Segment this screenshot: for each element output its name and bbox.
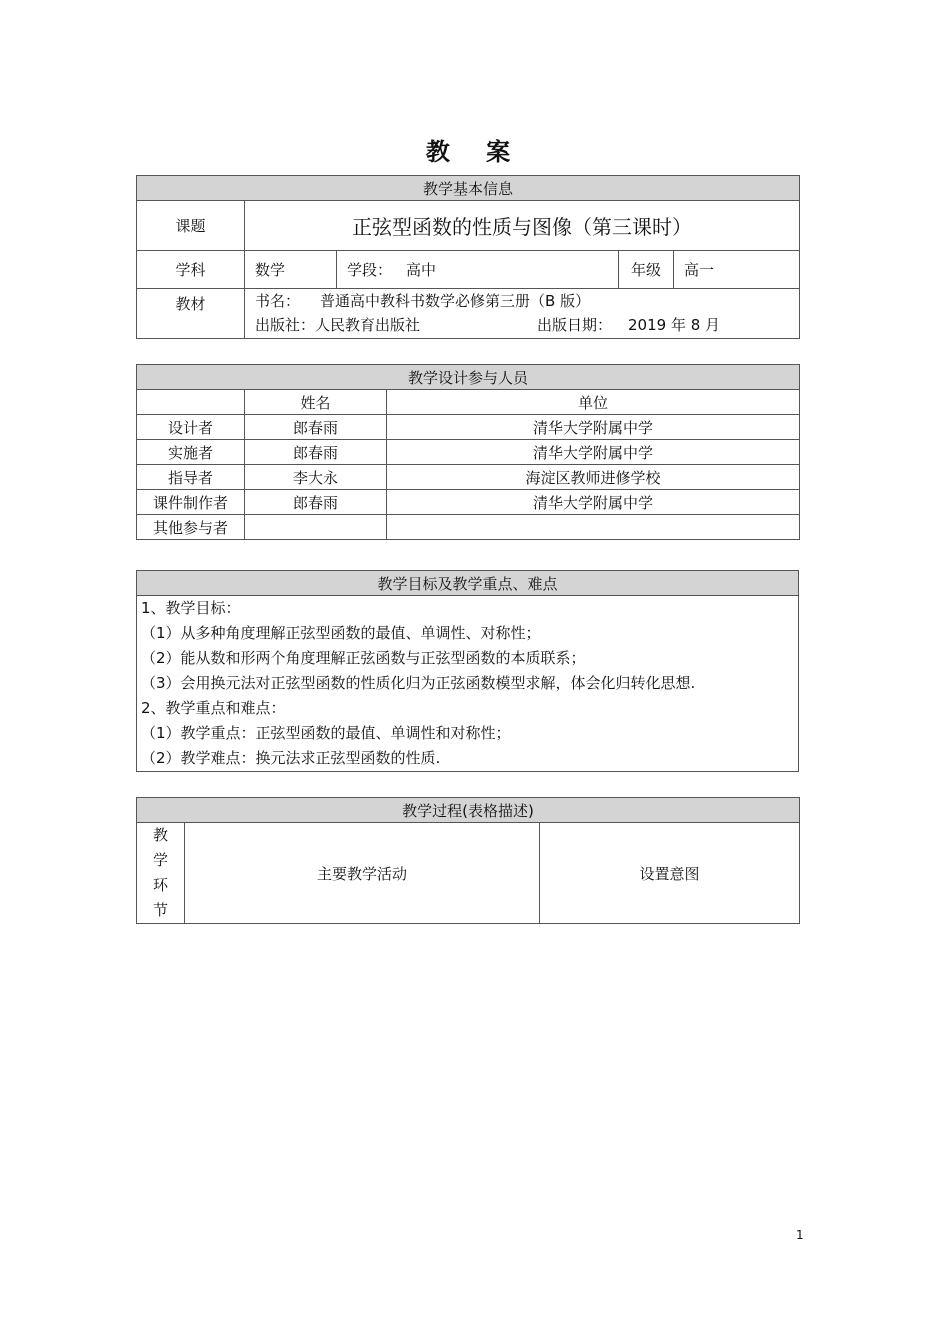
table-row	[137, 415, 800, 440]
stage-value: 高中	[406, 261, 437, 279]
table-row	[137, 465, 800, 490]
book-label: 书名：	[255, 292, 301, 310]
table-row	[137, 515, 800, 540]
goals-header: 教学目标及教学重点、难点	[137, 571, 799, 596]
material-label: 教材	[137, 289, 245, 339]
table-row	[137, 490, 800, 515]
material-cell	[245, 289, 800, 339]
stage-char: 学	[152, 851, 168, 869]
role-cell: 指导者	[137, 465, 245, 490]
grade-value: 高一	[674, 251, 800, 289]
goal-line: （2）教学难点：换元法求正弦型函数的性质.	[141, 749, 441, 767]
name-cell: 李大永	[245, 465, 387, 490]
topic-value: 正弦型函数的性质与图像（第三课时）	[245, 201, 800, 251]
name-cell: 郎春雨	[245, 415, 387, 440]
stage-char: 教	[152, 826, 168, 844]
name-cell: 郎春雨	[245, 440, 387, 465]
participants-header: 教学设计参与人员	[137, 365, 800, 390]
col-stage-header	[137, 823, 185, 924]
date-value: 2019 年 8 月	[628, 316, 721, 334]
col-name-header: 姓名	[245, 390, 387, 415]
unit-cell: 清华大学附属中学	[387, 415, 800, 440]
goals-content	[137, 596, 799, 772]
stage-char: 环	[152, 876, 168, 894]
grade-label: 年级	[619, 251, 674, 289]
basic-info-table	[136, 175, 800, 339]
role-cell: 设计者	[137, 415, 245, 440]
role-cell: 课件制作者	[137, 490, 245, 515]
topic-label: 课题	[137, 201, 245, 251]
col-intent-header: 设置意图	[540, 823, 800, 924]
name-cell: 郎春雨	[245, 490, 387, 515]
blank-corner	[137, 390, 245, 415]
goal-line: （1）教学重点：正弦型函数的最值、单调性和对称性；	[141, 724, 511, 742]
goal-line: （3）会用换元法对正弦型函数的性质化归为正弦函数模型求解，体会化归转化思想.	[141, 674, 696, 692]
table-row	[137, 440, 800, 465]
unit-cell: 清华大学附属中学	[387, 490, 800, 515]
stage-label: 学段：	[347, 261, 393, 279]
page-title: 教 案	[425, 138, 525, 166]
unit-cell: 清华大学附属中学	[387, 440, 800, 465]
unit-cell	[387, 515, 800, 540]
date-label: 出版日期：	[537, 316, 613, 334]
publisher-value: 人民教育出版社	[315, 316, 421, 334]
role-cell: 实施者	[137, 440, 245, 465]
goal-line: 2、教学重点和难点：	[141, 699, 286, 717]
name-cell	[245, 515, 387, 540]
subject-label: 学科	[137, 251, 245, 289]
col-activity-header: 主要教学活动	[185, 823, 540, 924]
stage-cell	[337, 251, 619, 289]
book-value: 普通高中教科书数学必修第三册（B 版）	[320, 292, 591, 310]
goal-line: （2）能从数和形两个角度理解正弦函数与正弦型函数的本质联系；	[141, 649, 586, 667]
participants-table	[136, 364, 800, 540]
page-number: 1	[796, 1228, 804, 1242]
goal-line: 1、教学目标：	[141, 599, 241, 617]
goal-line: （1）从多种角度理解正弦型函数的最值、单调性、对称性；	[141, 624, 541, 642]
stage-char: 节	[152, 901, 168, 919]
process-header: 教学过程(表格描述)	[137, 798, 800, 823]
unit-cell: 海淀区教师进修学校	[387, 465, 800, 490]
book-line	[255, 289, 799, 313]
role-cell: 其他参与者	[137, 515, 245, 540]
subject-value: 数学	[245, 251, 337, 289]
process-table	[136, 797, 800, 924]
publisher-line	[255, 313, 799, 337]
col-unit-header: 单位	[387, 390, 800, 415]
publisher-label: 出版社：	[255, 316, 316, 334]
goals-table	[136, 570, 799, 772]
basic-info-header: 教学基本信息	[137, 176, 800, 201]
